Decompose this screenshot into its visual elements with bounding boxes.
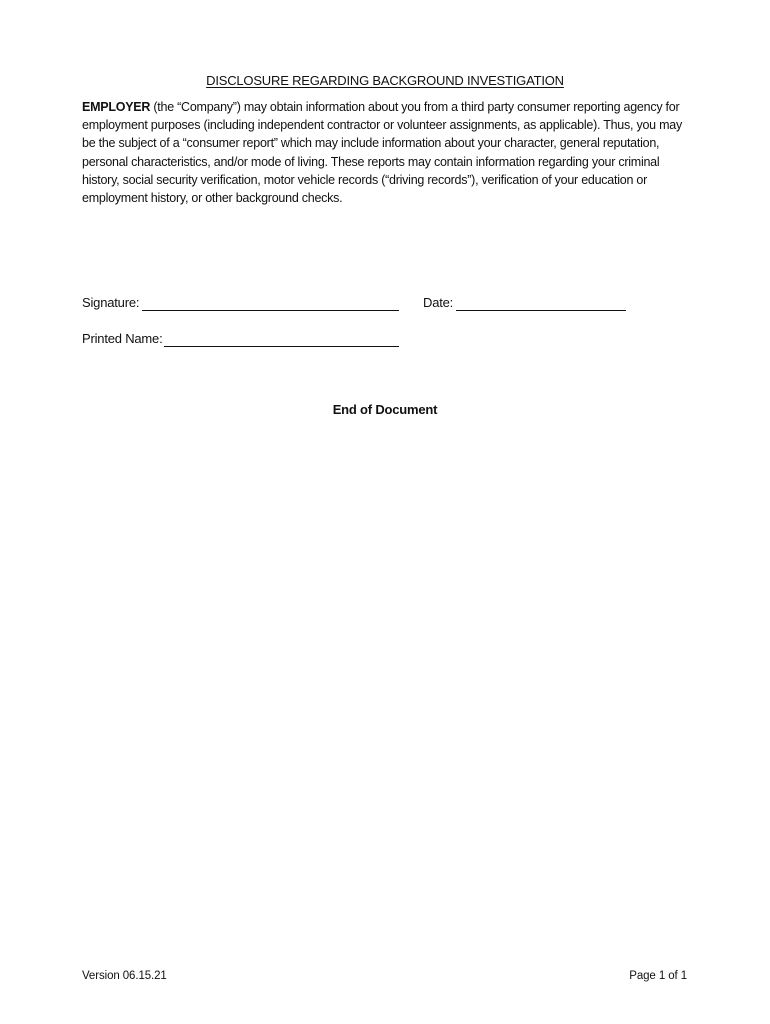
date-label: Date: bbox=[423, 295, 454, 310]
disclosure-paragraph bbox=[82, 98, 688, 207]
printed-name-field[interactable] bbox=[164, 346, 399, 347]
disclosure-text: (the “Company”) may obtain information about you from a third party consumer reporting agency for employment purposes (including independent contractor or volunteer assignments, as applicable). Thus, you may be the subject of a “consumer report” which may include information about your character, general reputation, personal characteristics, and/or mode of living. These reports may contain information regarding your criminal history, social security verification, motor vehicle records (“driving records”), verification of your education or employment history, or other background checks. bbox=[82, 100, 682, 206]
employer-label: EMPLOYER bbox=[82, 100, 151, 114]
signature-field[interactable] bbox=[142, 310, 399, 311]
version-footer: Version 06.15.21 bbox=[82, 970, 167, 982]
page-number-footer: Page 1 of 1 bbox=[629, 970, 687, 982]
date-field[interactable] bbox=[456, 310, 626, 311]
end-of-document: End of Document bbox=[332, 402, 438, 417]
document-title: DISCLOSURE REGARDING BACKGROUND INVESTIGATION bbox=[206, 73, 564, 88]
printed-name-label: Printed Name: bbox=[82, 331, 163, 346]
signature-label: Signature: bbox=[82, 295, 140, 310]
